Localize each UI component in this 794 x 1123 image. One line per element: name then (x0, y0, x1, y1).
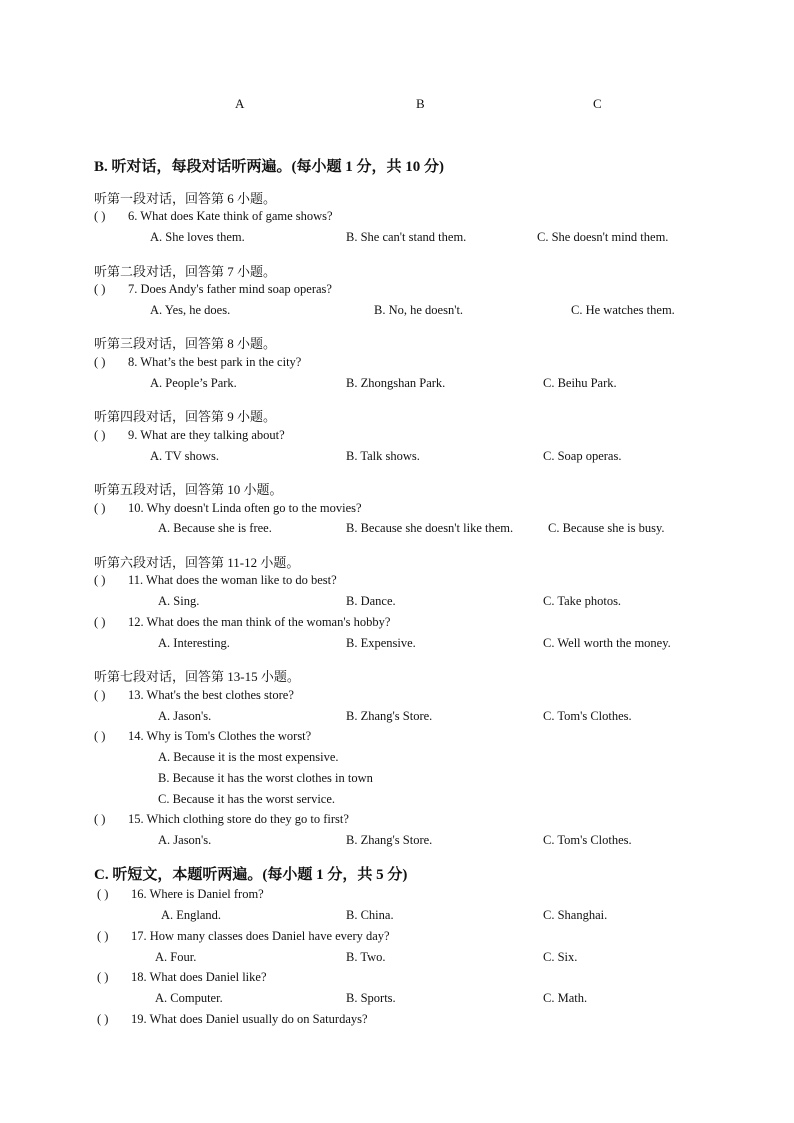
option-c: C. She doesn't mind them. (537, 230, 669, 244)
option-b: B. Zhang's Store. (346, 833, 433, 847)
section-c-title: C. 听短文，本题听两遍。(每小题 1 分，共 5 分) (94, 867, 408, 883)
question-19 (97, 1012, 368, 1027)
answer-blank[interactable]: ( ) (94, 501, 106, 515)
option-c: C. Tom's Clothes. (543, 833, 632, 847)
answer-blank[interactable]: ( ) (97, 887, 109, 901)
question-text: 14. Why is Tom's Clothes the worst? (128, 729, 312, 743)
option-b: B. Talk shows. (346, 449, 420, 463)
option-a: A. Jason's. (158, 833, 212, 847)
question-text: 15. Which clothing store do they go to first? (128, 812, 349, 826)
label-a: A (235, 96, 245, 111)
question-text: 11. What does the woman like to do best? (128, 573, 337, 587)
question-text: 19. What does Daniel usually do on Saturdays? (131, 1012, 368, 1026)
option-c: C. Because it has the worst service. (158, 792, 336, 806)
question-6 (94, 209, 333, 224)
question-text: 17. How many classes does Daniel have every day? (131, 929, 390, 943)
question-16 (97, 887, 264, 902)
option-a: A. Computer. (155, 991, 223, 1005)
dialogue-4-intro: 听第四段对话，回答第 9 小题。 (94, 409, 277, 424)
question-18 (97, 970, 267, 985)
option-a: A. TV shows. (150, 449, 219, 463)
question-text: 12. What does the man think of the woman's hobby? (128, 615, 391, 629)
question-text: 7. Does Andy's father mind soap operas? (128, 282, 332, 296)
question-8 (94, 355, 301, 370)
option-a: A. People’s Park. (150, 376, 237, 390)
option-a: A. Interesting. (158, 636, 230, 650)
option-c: C. Tom's Clothes. (543, 709, 632, 723)
question-12 (94, 615, 390, 630)
option-c: C. Soap operas. (543, 449, 622, 463)
option-c: C. Beihu Park. (543, 376, 617, 390)
option-b: B. Because she doesn't like them. (346, 521, 514, 535)
option-a: A. England. (161, 908, 222, 922)
option-a: A. Because she is free. (158, 521, 272, 535)
answer-blank[interactable]: ( ) (94, 428, 106, 442)
question-15 (94, 812, 349, 827)
question-10 (94, 501, 362, 516)
option-b: B. No, he doesn't. (374, 303, 464, 317)
answer-blank[interactable]: ( ) (94, 209, 106, 223)
option-b: B. Zhongshan Park. (346, 376, 446, 390)
option-b: B. Expensive. (346, 636, 416, 650)
answer-blank[interactable]: ( ) (97, 929, 109, 943)
question-11 (94, 573, 337, 588)
dialogue-6-intro: 听第六段对话，回答第 11-12 小题。 (94, 555, 300, 570)
dialogue-1-intro: 听第一段对话，回答第 6 小题。 (94, 191, 277, 206)
question-text: 16. Where is Daniel from? (131, 887, 264, 901)
answer-blank[interactable]: ( ) (94, 615, 106, 629)
label-c: C (593, 96, 602, 111)
option-c: C. Because she is busy. (548, 521, 665, 535)
question-text: 8. What’s the best park in the city? (128, 355, 302, 369)
option-c: C. He watches them. (571, 303, 675, 317)
question-13 (94, 688, 294, 703)
question-text: 10. Why doesn't Linda often go to the movies? (128, 501, 362, 515)
option-b: B. China. (346, 908, 394, 922)
question-14 (94, 729, 311, 744)
option-b: B. Two. (346, 950, 386, 964)
option-a: A. Jason's. (158, 709, 212, 723)
option-c: C. Well worth the money. (543, 636, 671, 650)
answer-blank[interactable]: ( ) (94, 282, 106, 296)
answer-blank[interactable]: ( ) (97, 970, 109, 984)
option-c: C. Math. (543, 991, 588, 1005)
question-text: 18. What does Daniel like? (131, 970, 267, 984)
option-b: B. Sports. (346, 991, 396, 1005)
answer-blank[interactable]: ( ) (97, 1012, 109, 1026)
dialogue-3-intro: 听第三段对话，回答第 8 小题。 (94, 336, 277, 351)
section-b-title: B. 听对话，每段对话听两遍。(每小题 1 分，共 10 分) (94, 159, 444, 175)
question-17 (97, 929, 390, 944)
option-b: B. Zhang's Store. (346, 709, 433, 723)
option-a: A. Sing. (158, 594, 200, 608)
option-b: B. She can't stand them. (346, 230, 467, 244)
answer-blank[interactable]: ( ) (94, 812, 106, 826)
option-c: C. Take photos. (543, 594, 622, 608)
question-7 (94, 282, 332, 297)
option-c: C. Shanghai. (543, 908, 608, 922)
question-text: 6. What does Kate think of game shows? (128, 209, 333, 223)
option-a: A. Because it is the most expensive. (158, 750, 339, 764)
question-9 (94, 428, 285, 443)
option-a: A. Yes, he does. (150, 303, 231, 317)
dialogue-2-intro: 听第二段对话，回答第 7 小题。 (94, 264, 277, 279)
dialogue-7-intro: 听第七段对话，回答第 13-15 小题。 (94, 669, 300, 684)
answer-blank[interactable]: ( ) (94, 573, 106, 587)
question-text: 13. What's the best clothes store? (128, 688, 294, 702)
option-b: B. Dance. (346, 594, 396, 608)
option-c: C. Six. (543, 950, 578, 964)
question-text: 9. What are they talking about? (128, 428, 285, 442)
dialogue-5-intro: 听第五段对话，回答第 10 小题。 (94, 482, 283, 497)
picture-choice-labels (0, 96, 794, 114)
option-b: B. Because it has the worst clothes in town (158, 771, 373, 785)
option-a: A. Four. (155, 950, 197, 964)
option-a: A. She loves them. (150, 230, 245, 244)
answer-blank[interactable]: ( ) (94, 729, 106, 743)
answer-blank[interactable]: ( ) (94, 688, 106, 702)
answer-blank[interactable]: ( ) (94, 355, 106, 369)
label-b: B (416, 96, 425, 111)
